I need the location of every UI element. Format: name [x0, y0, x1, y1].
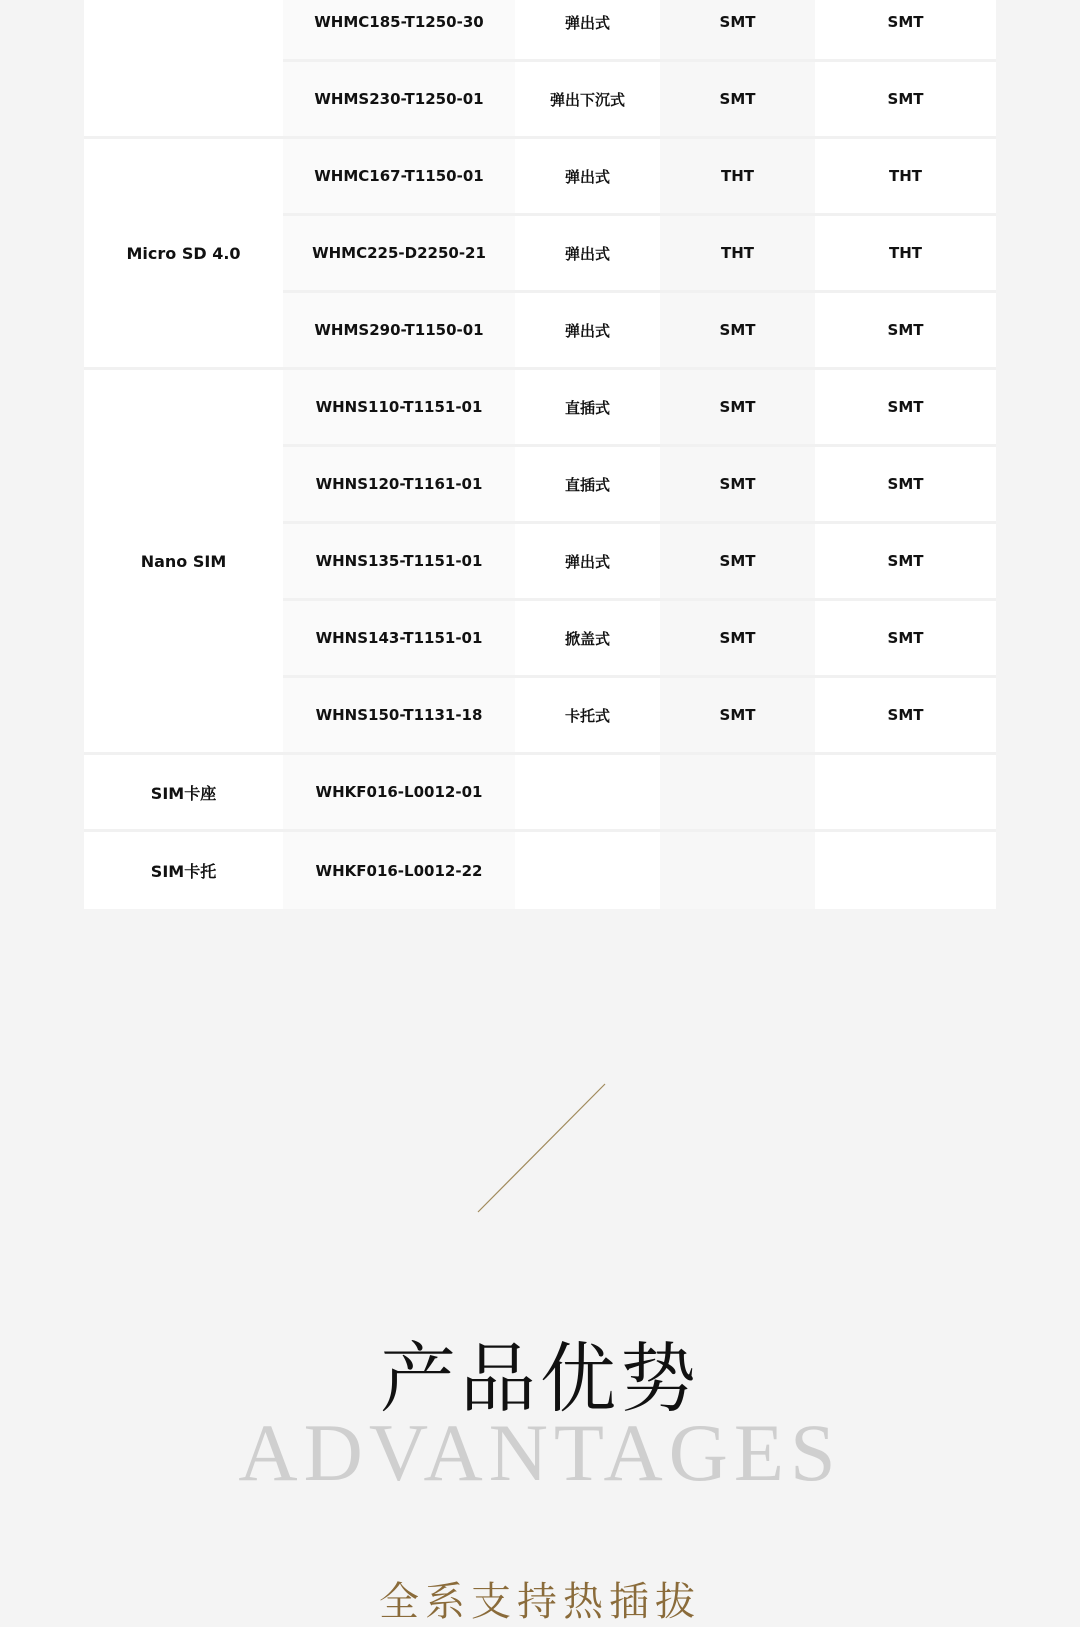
section-title-en: ADVANTAGES [238, 1407, 842, 1498]
mount-cell [815, 832, 996, 909]
mount-cell [815, 755, 996, 832]
mount-cell [660, 832, 815, 909]
model-cell: WHMC185-T1250-30 [283, 0, 515, 62]
model-cell: WHMC225-D2250-21 [283, 216, 515, 293]
mount-cell: SMT [660, 524, 815, 601]
type-cell: 直插式 [515, 370, 660, 447]
type-cell: 弹出式 [515, 0, 660, 62]
mount-cell: SMT [815, 62, 996, 139]
type-cell [515, 755, 660, 832]
type-cell: 掀盖式 [515, 601, 660, 678]
product-table [84, 0, 996, 909]
model-cell: WHNS143-T1151-01 [283, 601, 515, 678]
mount-cell: SMT [660, 0, 815, 62]
group-cell-sim-holder: SIM卡座 [84, 755, 283, 832]
mount-cell: SMT [815, 0, 996, 62]
mount-cell: THT [660, 216, 815, 293]
type-cell: 弹出下沉式 [515, 62, 660, 139]
model-cell: WHKF016-L0012-01 [283, 755, 515, 832]
type-cell: 弹出式 [515, 293, 660, 370]
mount-cell: SMT [815, 447, 996, 524]
mount-cell: SMT [660, 370, 815, 447]
model-cell: WHNS150-T1131-18 [283, 678, 515, 755]
mount-cell: THT [815, 216, 996, 293]
group-cell-sim-tray: SIM卡托 [84, 832, 283, 909]
model-cell: WHNS120-T1161-01 [283, 447, 515, 524]
model-cell: WHMS290-T1150-01 [283, 293, 515, 370]
mount-cell: THT [660, 139, 815, 216]
mount-cell: SMT [815, 293, 996, 370]
model-cell: WHKF016-L0012-22 [283, 832, 515, 909]
model-cell: WHNS135-T1151-01 [283, 524, 515, 601]
mount-cell: SMT [660, 601, 815, 678]
type-cell: 弹出式 [515, 524, 660, 601]
section-subtitle: 全系支持热插拔 [379, 1579, 701, 1625]
model-cell: WHMC167-T1150-01 [283, 139, 515, 216]
group-cell-top [84, 0, 283, 139]
model-cell: WHMS230-T1250-01 [283, 62, 515, 139]
mount-cell: SMT [815, 524, 996, 601]
group-cell-micro-sd: Micro SD 4.0 [84, 139, 283, 370]
mount-cell: SMT [660, 293, 815, 370]
type-cell: 弹出式 [515, 139, 660, 216]
mount-cell: SMT [660, 62, 815, 139]
type-cell: 弹出式 [515, 216, 660, 293]
mount-cell: SMT [815, 601, 996, 678]
mount-cell: SMT [660, 447, 815, 524]
type-cell [515, 832, 660, 909]
mount-cell: SMT [815, 678, 996, 755]
mount-cell [660, 755, 815, 832]
mount-cell: SMT [815, 370, 996, 447]
mount-cell: THT [815, 139, 996, 216]
type-cell: 直插式 [515, 447, 660, 524]
section-title-cn: 产品优势 [380, 1334, 700, 1423]
type-cell: 卡托式 [515, 678, 660, 755]
group-cell-nano-sim: Nano SIM [84, 370, 283, 755]
model-cell: WHNS110-T1151-01 [283, 370, 515, 447]
mount-cell: SMT [660, 678, 815, 755]
